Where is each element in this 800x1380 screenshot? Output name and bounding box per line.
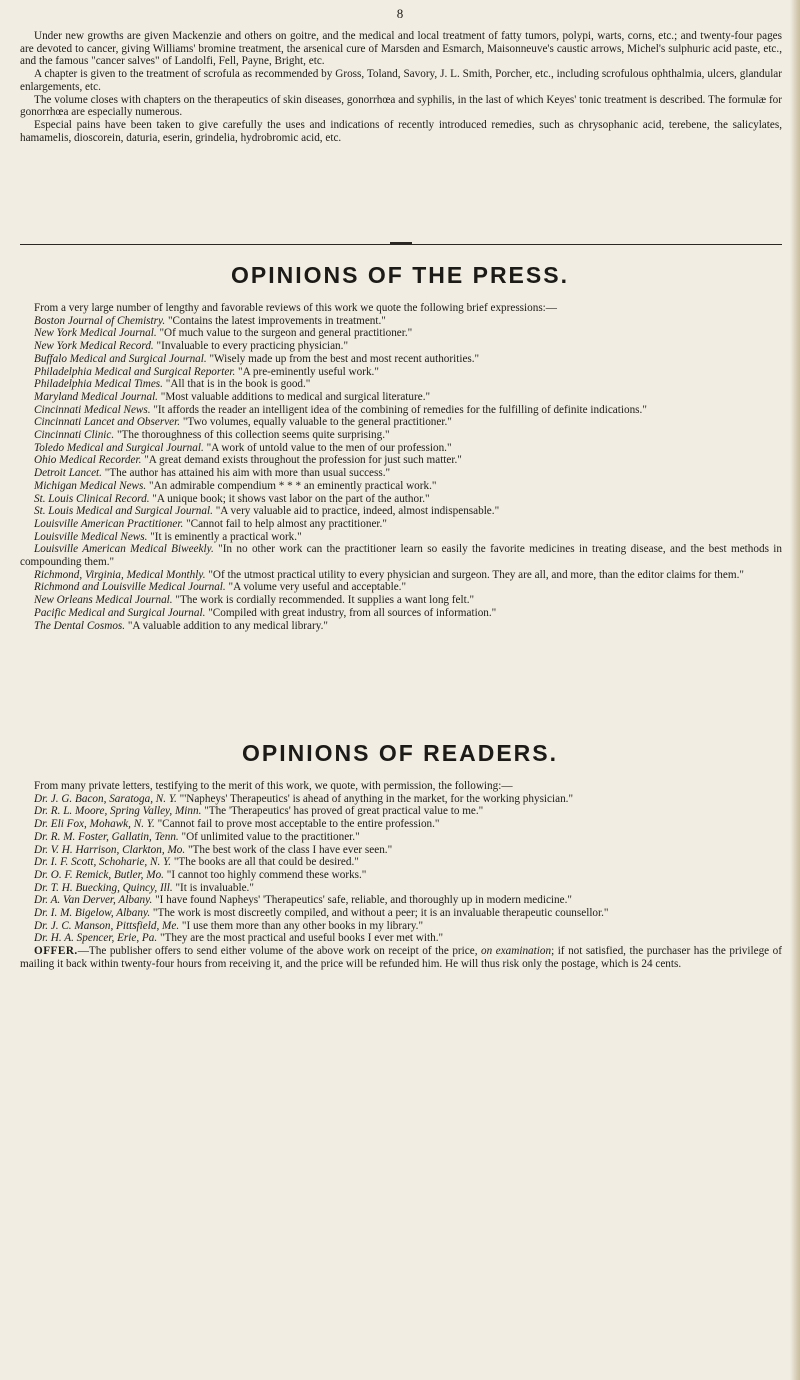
press-review	[20, 454, 782, 467]
reader-review-source: Dr. A. Van Derver, Albany.	[34, 894, 153, 907]
press-review	[20, 467, 782, 480]
press-review-source: Toledo Medical and Surgical Journal.	[34, 441, 204, 454]
reader-review-quote: "The best work of the class I have ever seen."	[187, 843, 393, 856]
press-review-quote: "Of the utmost practical utility to every physician and surgeon. They are all, and more, than the editor claims for them."	[208, 568, 744, 581]
offer-text-after: ; if not satisfied, the purchaser has the privilege of mailing it back within twenty-four hours from receiving it, and the price will be refunded him. He will thus risk only the postage, which is 24 cents.	[20, 945, 782, 970]
reader-review	[20, 805, 782, 818]
press-review-source: The Dental Cosmos.	[34, 619, 126, 632]
press-review-quote: "It affords the reader an intelligent idea of the combining of remedies for the fulfilling of definite indications."	[153, 403, 647, 416]
reader-review	[20, 793, 782, 806]
press-review-quote: "Compiled with great industry, from all sources of information."	[208, 606, 497, 619]
press-review-source: Louisville Medical News.	[34, 530, 148, 543]
press-review-source: Pacific Medical and Surgical Journal.	[34, 606, 206, 619]
press-review-source: Philadelphia Medical Times.	[34, 378, 163, 391]
press-review-quote: "A great demand exists throughout the profession for just such matter."	[144, 454, 462, 467]
press-review-source: Ohio Medical Recorder.	[34, 454, 142, 467]
reader-review-quote: "I use them more than any other books in my library."	[181, 919, 424, 932]
press-review	[20, 543, 782, 568]
press-review-quote: "A volume very useful and acceptable."	[228, 581, 407, 594]
reader-review	[20, 894, 782, 907]
press-review-quote: "The thoroughness of this collection seems quite surprising."	[116, 429, 390, 442]
reader-review	[20, 844, 782, 857]
press-review-quote: "Invaluable to every practicing physician."	[156, 340, 349, 353]
reader-review-quote: "They are the most practical and useful books I ever met with."	[159, 932, 444, 945]
reader-review-source: Dr. Eli Fox, Mohawk, N. Y.	[34, 818, 155, 831]
press-review-quote: "In no other work can the practitioner learn so easily the favorite medicines in treating disease, and the best methods in compounding them."	[20, 543, 782, 569]
press-intro: From a very large number of lengthy and favorable reviews of this work we quote the following brief expressions:—	[34, 302, 557, 314]
press-review-quote: "All that is in the book is good."	[165, 378, 311, 391]
intro-paragraph-scrofula: A chapter is given to the treatment of scrofula as recommended by Gross, Toland, Savory, J. L. Smith, Porcher, etc., including scrofulous ophthalmia, ulcers, glandular enlargements, etc.	[20, 68, 782, 93]
offer-italic: on examination	[481, 945, 552, 958]
reader-review	[20, 882, 782, 895]
divider-ornament	[390, 242, 412, 245]
press-review-source: Cincinnati Clinic.	[34, 429, 115, 442]
press-review-source: Maryland Medical Journal.	[34, 390, 158, 403]
reader-review-quote: "The work is most discreetly compiled, and without a peer; it is an invaluable therapeutic counsellor."	[152, 907, 609, 920]
reader-review-source: Dr. H. A. Spencer, Erie, Pa.	[34, 932, 158, 945]
reader-review-source: Dr. J. C. Manson, Pittsfield, Me.	[34, 919, 180, 932]
press-review	[20, 505, 782, 518]
offer-label: OFFER.	[34, 945, 78, 958]
page-edge-shadow	[790, 0, 800, 1380]
press-review	[20, 607, 782, 620]
press-review-source: Detroit Lancet.	[34, 467, 102, 480]
press-review	[20, 404, 782, 417]
press-review-source: St. Louis Medical and Surgical Journal.	[34, 505, 213, 518]
press-review-quote: "It is eminently a practical work."	[150, 530, 302, 543]
press-review-quote: "A pre-eminently useful work."	[238, 365, 379, 378]
press-review-quote: "A work of untold value to the men of our profession."	[206, 441, 452, 454]
press-review	[20, 569, 782, 582]
reader-review	[20, 907, 782, 920]
offer-paragraph	[20, 945, 782, 970]
press-review-quote: "Of much value to the surgeon and general practitioner."	[159, 327, 413, 340]
press-review	[20, 531, 782, 544]
offer-text-before: —The publisher offers to send either volume of the above work on receipt of the price,	[77, 945, 482, 958]
press-review-source: New York Medical Record.	[34, 340, 154, 353]
intro-paragraph-remedies: Especial pains have been taken to give carefully the uses and indications of recently introduced remedies, such as chrysophanic acid, terebene, the salicylates, hamamelis, dioscorein, daturia, eserin, grindelia, hydrobromic acid, etc.	[20, 118, 782, 144]
press-review	[20, 340, 782, 353]
reader-review-quote: "'Napheys' Therapeutics' is ahead of anything in the market, for the working physician."	[179, 792, 574, 805]
press-review-source: New York Medical Journal.	[34, 327, 157, 340]
press-review-quote: "A valuable addition to any medical library."	[127, 619, 328, 632]
press-review	[20, 480, 782, 493]
press-review-quote: "Cannot fail to help almost any practitioner."	[186, 517, 387, 530]
reader-review-quote: "The books are all that could be desired."	[173, 856, 359, 869]
press-heading: OPINIONS OF THE PRESS.	[231, 262, 569, 288]
reader-review-quote: "Cannot fail to prove most acceptable to the entire profession."	[157, 818, 440, 831]
reader-review-source: Dr. R. L. Moore, Spring Valley, Minn.	[34, 805, 202, 818]
reader-review	[20, 856, 782, 869]
intro-section	[20, 30, 782, 144]
press-review-quote: "The author has attained his aim with more than usual success."	[104, 467, 391, 480]
press-review-source: St. Louis Clinical Record.	[34, 492, 150, 505]
intro-paragraph-growths: Under new growths are given Mackenzie and others on goitre, and the medical and local treatment of fatty tumors, polypi, warts, corns, etc.; and twenty-four pages are devoted to cancer, giving Williams' bromine treatment, the arsenical cure of Marsden and Esmarch, Maisonneuve's caustic arrows, Michel's sulphuric acid paste, etc., and the famous "cancer salves" of Landolfi, Fell, Payne, Bright, etc.	[20, 30, 782, 68]
reader-review-source: Dr. I. F. Scott, Schoharie, N. Y.	[34, 856, 172, 869]
reader-review-source: Dr. R. M. Foster, Gallatin, Tenn.	[34, 830, 179, 843]
press-review-source: Philadelphia Medical and Surgical Reporter.	[34, 365, 236, 378]
press-review-source: Michigan Medical News.	[34, 479, 147, 492]
press-review-source: Boston Journal of Chemistry.	[34, 314, 166, 327]
press-review	[20, 353, 782, 366]
reader-review-source: Dr. J. G. Bacon, Saratoga, N. Y.	[34, 792, 177, 805]
press-review	[20, 442, 782, 455]
press-review	[20, 366, 782, 379]
press-review-quote: "Wisely made up from the best and most recent authorities."	[209, 352, 480, 365]
press-review-source: Richmond and Louisville Medical Journal.	[34, 581, 226, 594]
press-review-source: Buffalo Medical and Surgical Journal.	[34, 352, 207, 365]
readers-heading: OPINIONS OF READERS.	[241, 740, 559, 766]
page-number: 8	[396, 6, 404, 21]
reader-review	[20, 869, 782, 882]
press-review	[20, 493, 782, 506]
reader-review-quote: "Of unlimited value to the practitioner."	[181, 830, 360, 843]
press-review	[20, 620, 782, 633]
press-review	[20, 594, 782, 607]
press-review-quote: "Contains the latest improvements in treatment."	[167, 314, 386, 327]
readers-review-list	[20, 793, 782, 945]
press-review	[20, 581, 782, 594]
press-review	[20, 378, 782, 391]
press-review-quote: "Most valuable additions to medical and surgical literature."	[160, 390, 431, 403]
reader-review-quote: "I have found Napheys' 'Therapeutics' safe, reliable, and thoroughly up in modern medicine."	[155, 894, 572, 907]
readers-intro: From many private letters, testifying to the merit of this work, we quote, with permission, the following:—	[34, 780, 513, 792]
press-review-quote: "Two volumes, equally valuable to the general practitioner."	[182, 416, 452, 429]
readers-section	[20, 780, 782, 971]
reader-review-source: Dr. T. H. Buecking, Quincy, Ill.	[34, 881, 173, 894]
press-review	[20, 391, 782, 404]
press-review-quote: "A unique book; it shows vast labor on the part of the author."	[152, 492, 430, 505]
press-review-source: Richmond, Virginia, Medical Monthly.	[34, 568, 206, 581]
reader-review-quote: "I cannot too highly commend these works."	[166, 868, 367, 881]
reader-review-source: Dr. O. F. Remick, Butler, Mo.	[34, 868, 164, 881]
reader-review	[20, 932, 782, 945]
reader-review	[20, 831, 782, 844]
reader-review-source: Dr. I. M. Bigelow, Albany.	[34, 907, 151, 920]
press-review-source: Louisville American Practitioner.	[34, 517, 184, 530]
intro-paragraph-skin: The volume closes with chapters on the therapeutics of skin diseases, gonorrhœa and syphilis, in the last of which Keyes' tonic treatment is described. The formulæ for gonorrhœa are especially numerous.	[20, 93, 782, 119]
reader-review-quote: "The 'Therapeutics' has proved of great practical value to me."	[204, 805, 484, 818]
press-review-list	[20, 315, 782, 633]
press-review	[20, 416, 782, 429]
reader-review	[20, 920, 782, 933]
press-review-quote: "A very valuable aid to practice, indeed, almost indispensable."	[215, 505, 500, 518]
press-section	[20, 302, 782, 632]
press-review	[20, 429, 782, 442]
press-review-quote: "An admirable compendium * * * an eminently practical work."	[148, 479, 437, 492]
press-review-source: Cincinnati Lancet and Observer.	[34, 416, 181, 429]
reader-review-quote: "It is invaluable."	[175, 881, 254, 894]
press-review	[20, 518, 782, 531]
press-review-source: Cincinnati Medical News.	[34, 403, 151, 416]
press-review	[20, 315, 782, 328]
press-review	[20, 327, 782, 340]
reader-review-source: Dr. V. H. Harrison, Clarkton, Mo.	[34, 843, 186, 856]
press-review-quote: "The work is cordially recommended. It supplies a want long felt."	[175, 594, 475, 607]
reader-review	[20, 818, 782, 831]
press-review-source: Louisville American Medical Biweekly.	[34, 543, 214, 556]
press-review-source: New Orleans Medical Journal.	[34, 594, 173, 607]
